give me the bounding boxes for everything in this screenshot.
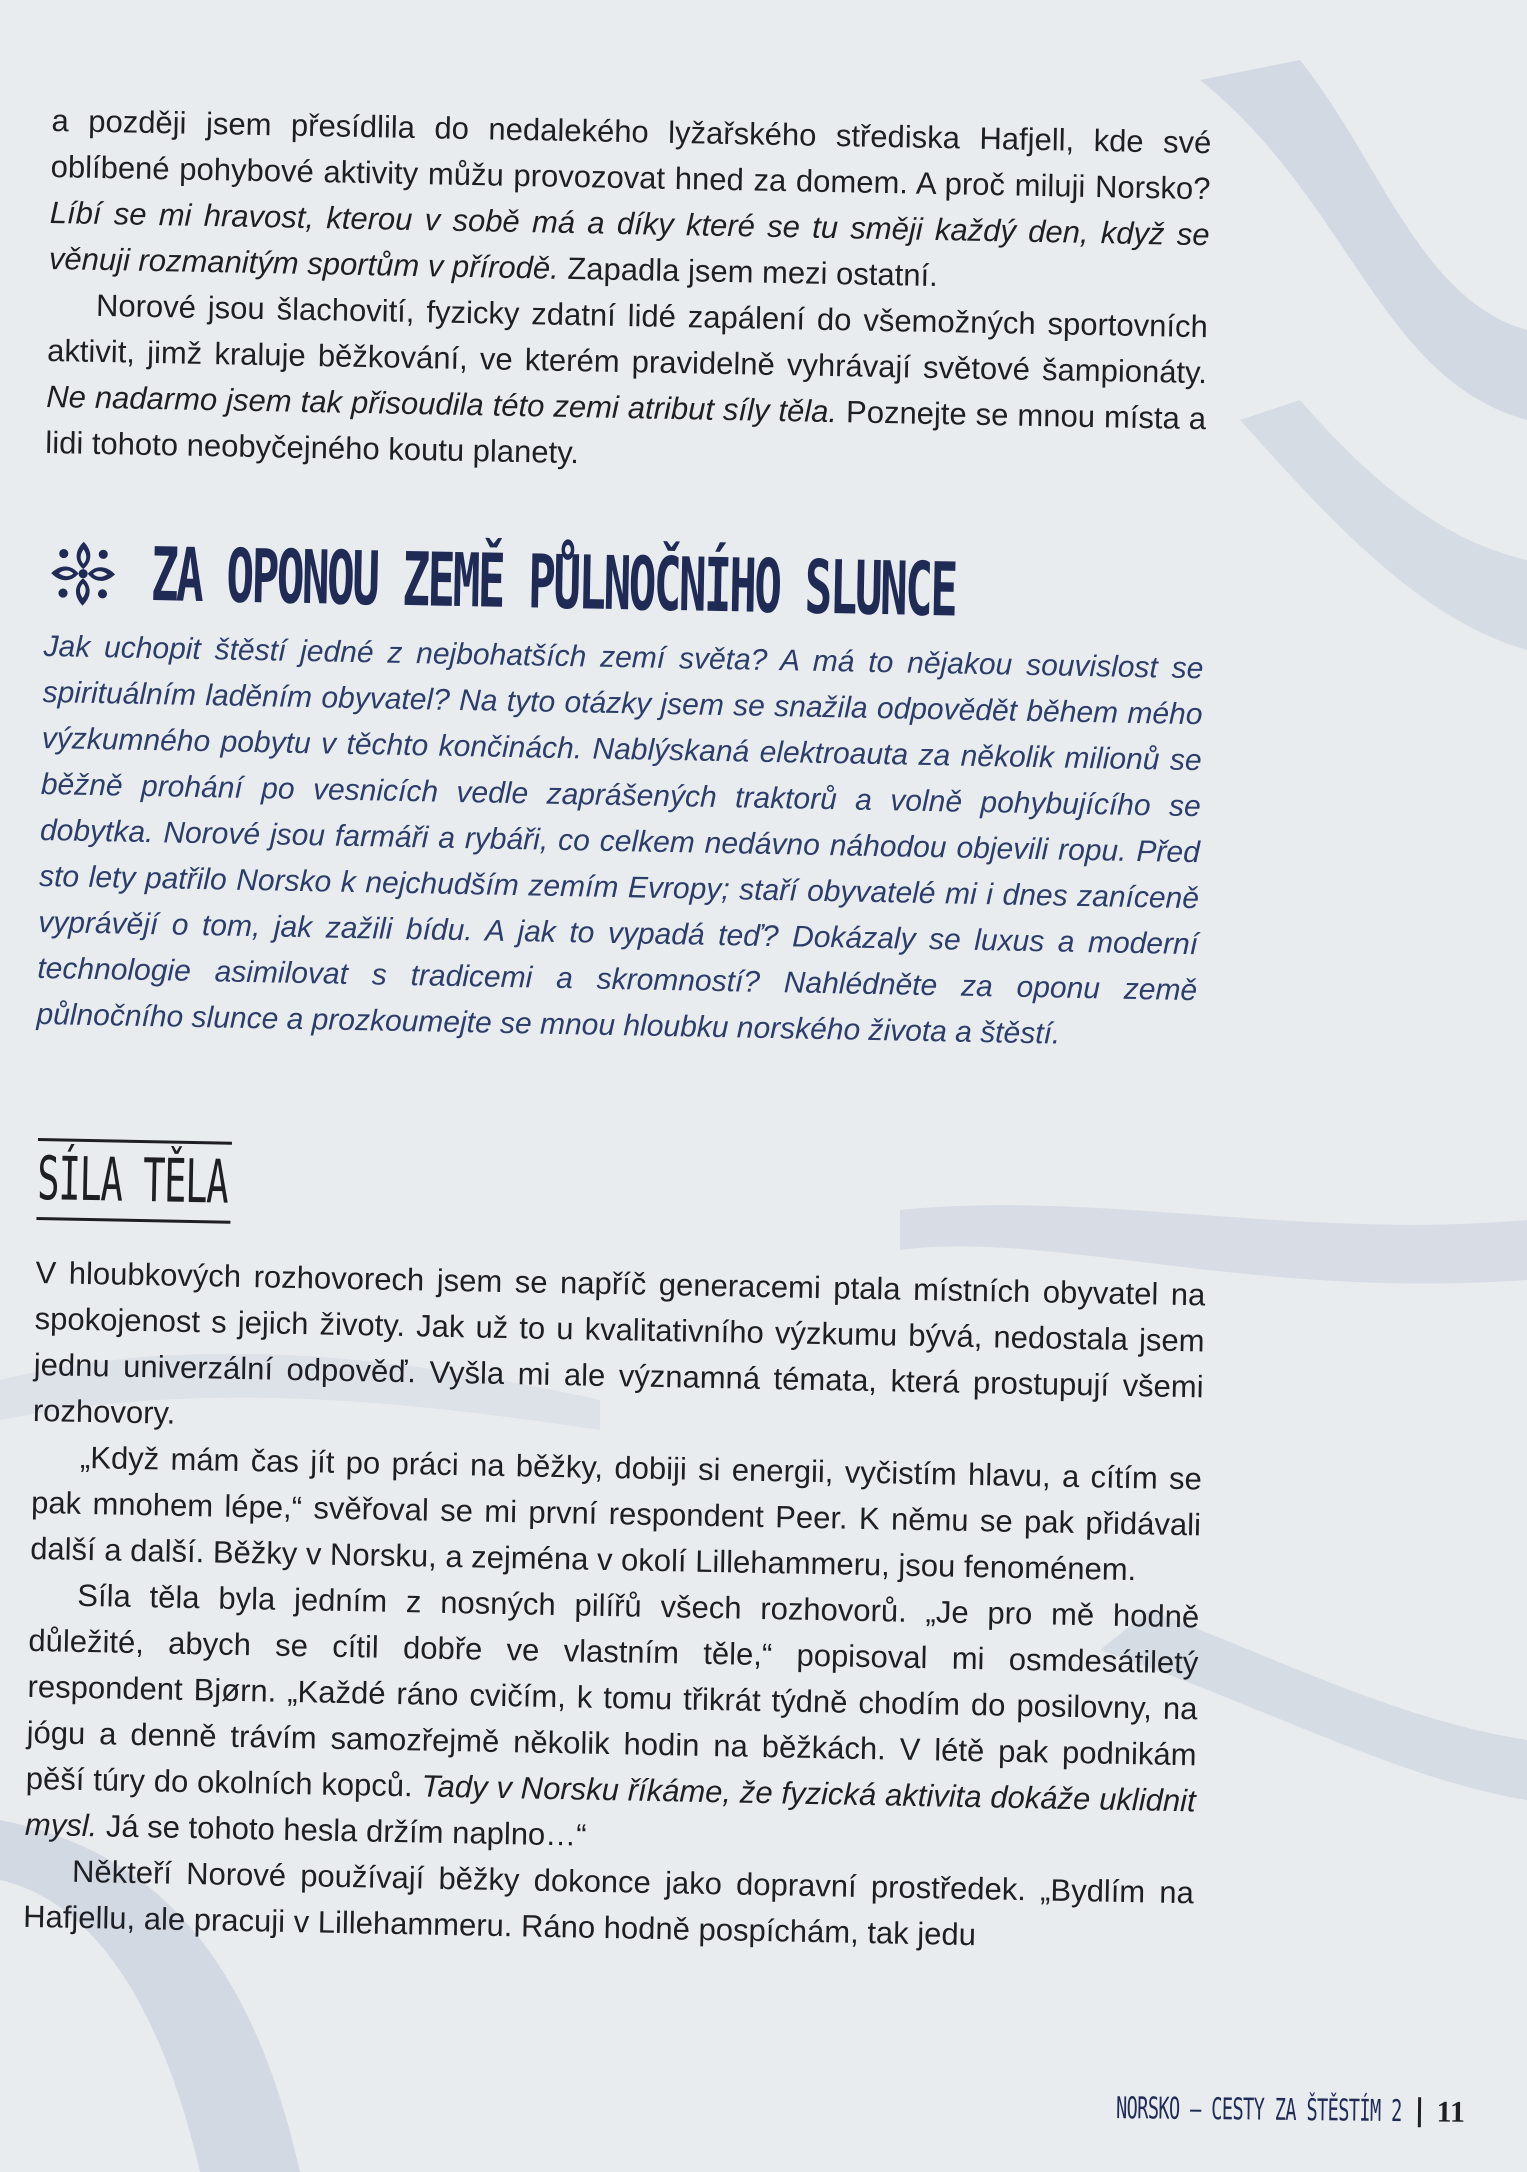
footer-divider (1417, 2097, 1420, 2127)
intro-paragraph-1: a později jsem přesídlila do nedalekého lyžařského střediska Hafjell, kde své oblíbené pohybové aktivity můžu provozovat hned za domem. A proč miluji Norsko? Líbí se mi hravost, kterou v sobě má a díky které se tu směji každý den, když se věnuji rozmanitým sportům v přírodě. Zapadla jsem mezi ostatní. (48, 102, 1212, 294)
page-number: 11 (1436, 2094, 1466, 2129)
body-paragraph-1: V hloubkových rozhovorech jsem se napříč generacemi ptala místních obyvatel na spokojenost s jejich životy. Jak už to u kvalitativního výzkumu bývá, nedostala jsem jednu univerzální odpověď. Vyšla mi ale významná témata, která prostupují všemi rozhovory. (32, 1254, 1206, 1431)
body-emphasis: Tady v Norsku říkáme, že fyzická aktivita dokáže uklidnit mysl. (24, 1768, 1196, 1844)
intro-paragraph-2: Norové jsou šlachovití, fyzicky zdatní lidé zapálení do všemožných sportovních aktivit, jimž kraluje běžkování, ve kterém pravidelně vyhrávají světové šampionáty. Ne nadarmo jsem tak přisoudila této zemi atribut síly těla. Poznejte se mnou místa a lidi tohoto neobyčejného koutu planety. (45, 287, 1209, 471)
section-heading-title: ZA OPONOU ZEMĚ PŮLNOČNÍHO SLUNCE (150, 532, 957, 634)
body-paragraph-2: „Když mám čas jít po práci na běžky, dobiji si energii, vyčistím hlavu, a cítím se pak mnohem lépe,“ svěřoval se mi první respondent Peer. K němu se pak přidávali další a další. Běžky v Norsku, a zejména v okolí Lillehammeru, jsou fenoménem. (29, 1439, 1203, 1588)
intro-emphasis-1: Líbí se mi hravost, kterou v sobě má a díky které se tu směji každý den, když se věnuji rozmanitým sportům v přírodě. (48, 194, 1210, 286)
body-paragraph-4: Někteří Norové používají běžky dokonce jako dopravní prostředek. „Bydlím na Hafjellu, ale pracuji v Lillehammeru. Ráno hodně pospíchám, tak jedu (22, 1853, 1195, 1953)
body-paragraph-3: Síla těla byla jedním z nosných pilířů všech rozhovorů. „Je pro mě hodně důležité, abych se cítil dobře ve vlastním těle,“ popisoval mi osmdesátiletý respondent Bjørn. „Každé ráno cvičím, k tomu třikrát týdně chodím do posilovny, na jógu a denně trávím samozřejmě několik hodin na běžkách. V létě pak podnikám pěší túry do okolních kopců. Tady v Norsku říkáme, že fyzická aktivita dokáže uklidnit mysl. Já se tohoto hesla držím naplno…“ (24, 1577, 1200, 1853)
subheading-title: SÍLA TĚLA (36, 1143, 229, 1218)
running-footer-title: NORSKO – CESTY ZA ŠTĚSTÍM 2 (1115, 2091, 1402, 2130)
intro-emphasis-2: Ne nadarmo jsem tak přisoudila této zemi atribut síly těla. (45, 378, 838, 430)
body-text (23, 1250, 1206, 1962)
section-lead (36, 624, 1204, 1060)
lead-paragraph: Jak uchopit štěstí jedné z nejbohatších zemí světa? A má to nějakou souvislost se spirituálním laděním obyvatel? Na tyto otázky jsem se snažila odpovědět během mého výzkumného pobytu v těchto končinách. Nablýskaná elektroauta za několik milionů se běžně prohání po vesnicích vedle zaprášených traktorů a volně pohybujícího se dobytka. Norové jsou farmáři a rybáři, co celkem nedávno náhodou objevili ropu. Před sto lety patřilo Norsko k nejchudším zemím Evropy; staří obyvatelé mi i dnes zaníceně vyprávějí o tom, jak zažili bídu. A jak to vypadá teď? Dokázaly se luxus a moderní technologie asimilovat s tradicemi a skromností? Nahlédněte za oponu země půlnočního slunce a prozkoumejte se mnou hloubku norského života a štěstí. (36, 629, 1204, 1051)
page-footer (941, 2089, 1465, 2129)
intro-text (45, 98, 1212, 488)
ornament-icon (44, 535, 121, 612)
subheading (36, 1138, 345, 1226)
